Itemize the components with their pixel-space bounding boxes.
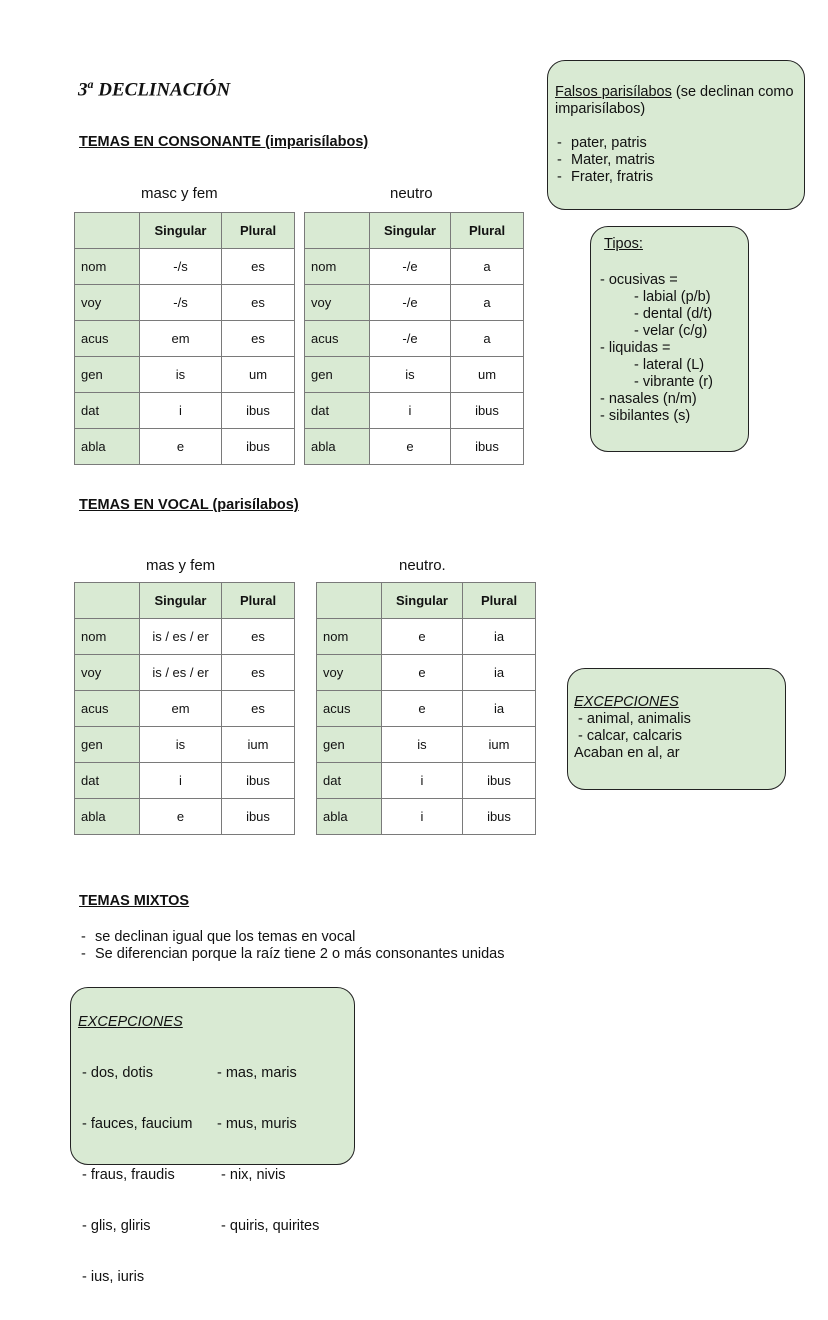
column-header: Plural	[222, 583, 295, 619]
table-cell: es	[222, 655, 295, 691]
table-row	[305, 393, 524, 429]
tipos-line: - sibilantes (s)	[600, 408, 691, 424]
tipos-box	[590, 226, 749, 452]
case-label: gen	[75, 357, 140, 393]
case-label: abla	[305, 429, 370, 465]
table-cell: ibus	[222, 763, 295, 799]
table-cell: ium	[463, 727, 536, 763]
table-cell: es	[222, 249, 295, 285]
page-title: 3$^a$ DECLINACIÓN	[78, 77, 231, 101]
table-cell: ia	[463, 655, 536, 691]
table-row	[317, 691, 536, 727]
excepciones-mixtos-box	[70, 987, 355, 1285]
table-cell: ium	[222, 727, 295, 763]
list-item: - Mater, matris	[555, 152, 796, 169]
table-cell: is / es / er	[140, 619, 222, 655]
table-header-row	[75, 583, 295, 619]
table-cell: -/s	[140, 285, 222, 321]
table-cell: -/e	[370, 249, 451, 285]
case-label: voy	[75, 655, 140, 691]
table-cell: e	[382, 619, 463, 655]
tipos-list	[600, 272, 742, 425]
excepciones-line: - mus, muris	[217, 1116, 297, 1132]
table-cell: i	[382, 799, 463, 835]
case-label: dat	[305, 393, 370, 429]
column-header: Plural	[463, 583, 536, 619]
table-cell: a	[451, 249, 524, 285]
table-cell: a	[451, 285, 524, 321]
table-cell: es	[222, 619, 295, 655]
table-cell: is	[140, 727, 222, 763]
column-header	[317, 583, 382, 619]
list-item: - se declinan igual que los temas en vocal	[79, 929, 504, 946]
column-header: Singular	[370, 213, 451, 249]
table-row	[75, 321, 295, 357]
table-cell: is	[140, 357, 222, 393]
excepciones-col-2	[217, 1031, 319, 1320]
section-heading-mixtos: TEMAS MIXTOS	[79, 893, 190, 909]
table-row	[317, 619, 536, 655]
case-label: abla	[75, 429, 140, 465]
tipos-line: - velar (c/g)	[634, 323, 708, 339]
table-cell: is / es / er	[140, 655, 222, 691]
table-row	[75, 357, 295, 393]
falsos-subtitle: (se declinan como imparisílabos)	[555, 84, 794, 117]
tipos-line: - lateral (L)	[634, 357, 705, 373]
table-cell: es	[222, 285, 295, 321]
caption-mas-fem: mas y fem	[146, 557, 216, 574]
table-cell: ia	[463, 619, 536, 655]
case-label: acus	[75, 691, 140, 727]
tipos-line: - ocusivas =	[600, 272, 678, 288]
section-heading-vocal: TEMAS EN VOCAL (parisílabos)	[79, 497, 299, 513]
table-cell: e	[140, 429, 222, 465]
list-item: - Frater, fratris	[555, 169, 796, 186]
table-row	[317, 799, 536, 835]
case-label: nom	[75, 619, 140, 655]
table-row	[75, 249, 295, 285]
table-row	[75, 691, 295, 727]
table-row	[305, 285, 524, 321]
case-label: nom	[75, 249, 140, 285]
table-vocal-neutro	[316, 582, 536, 835]
case-label: abla	[317, 799, 382, 835]
table-row	[317, 727, 536, 763]
caption-masc-fem: masc y fem	[141, 185, 218, 202]
table-cell: e	[382, 691, 463, 727]
table-row	[75, 799, 295, 835]
case-label: nom	[305, 249, 370, 285]
falsos-list	[555, 135, 796, 186]
case-label: acus	[317, 691, 382, 727]
case-label: voy	[317, 655, 382, 691]
table-vocal-mas-fem	[74, 582, 295, 835]
table-cell: -/e	[370, 321, 451, 357]
case-label: nom	[317, 619, 382, 655]
case-label: gen	[75, 727, 140, 763]
excepciones-line: - glis, gliris	[78, 1218, 151, 1234]
table-cell: i	[370, 393, 451, 429]
caption-neutro: neutro	[390, 185, 433, 202]
case-label: dat	[75, 763, 140, 799]
list-item: - pater, patris	[555, 135, 796, 152]
excepciones-vocal-box	[567, 668, 786, 790]
tipos-line: - vibrante (r)	[634, 374, 713, 390]
excepciones-mixtos-title: EXCEPCIONES	[78, 1014, 183, 1030]
case-label: gen	[317, 727, 382, 763]
excepciones-col-1	[78, 1031, 217, 1320]
column-header	[305, 213, 370, 249]
table-cell: ibus	[222, 393, 295, 429]
table-cell: a	[451, 321, 524, 357]
table-row	[305, 357, 524, 393]
table-cell: em	[140, 321, 222, 357]
table-cell: -/e	[370, 285, 451, 321]
table-cell: um	[222, 357, 295, 393]
caption-neutro-vocal: neutro.	[399, 557, 446, 574]
table-cell: i	[140, 393, 222, 429]
table-row	[305, 321, 524, 357]
table-row	[75, 429, 295, 465]
excepciones-line: - ius, iuris	[78, 1269, 145, 1285]
falsos-parisilabos-box	[547, 60, 805, 210]
table-row	[75, 285, 295, 321]
case-label: dat	[317, 763, 382, 799]
table-cell: is	[382, 727, 463, 763]
table-consonante-masc-fem	[74, 212, 295, 465]
table-row	[317, 655, 536, 691]
column-header: Singular	[382, 583, 463, 619]
table-cell: es	[222, 321, 295, 357]
column-header: Singular	[140, 583, 222, 619]
table-cell: ibus	[451, 393, 524, 429]
table-row	[75, 655, 295, 691]
excepciones-line: - animal, animalis	[574, 711, 691, 727]
table-cell: i	[382, 763, 463, 799]
table-row	[317, 763, 536, 799]
case-label: voy	[75, 285, 140, 321]
column-header: Singular	[140, 213, 222, 249]
tipos-line: - dental (d/t)	[634, 306, 713, 322]
table-row	[75, 619, 295, 655]
tipos-line: - nasales (n/m)	[600, 391, 697, 407]
excepciones-line: - nix, nivis	[217, 1167, 286, 1183]
table-cell: ibus	[463, 799, 536, 835]
excepciones-line: - calcar, calcaris	[574, 728, 682, 744]
case-label: abla	[75, 799, 140, 835]
table-cell: e	[370, 429, 451, 465]
table-row	[75, 393, 295, 429]
excepciones-line: - fraus, fraudis	[78, 1167, 175, 1183]
table-row	[75, 763, 295, 799]
table-header-row	[305, 213, 524, 249]
list-item: - Se diferencian porque la raíz tiene 2 o más consonantes unidas	[79, 946, 504, 963]
excepciones-vocal-title: EXCEPCIONES	[574, 694, 679, 710]
case-label: voy	[305, 285, 370, 321]
case-label: acus	[305, 321, 370, 357]
excepciones-line: Acaban en al, ar	[574, 745, 680, 761]
table-row	[75, 727, 295, 763]
excepciones-line: - mas, maris	[217, 1065, 297, 1081]
column-header	[75, 583, 140, 619]
table-cell: i	[140, 763, 222, 799]
case-label: acus	[75, 321, 140, 357]
table-cell: es	[222, 691, 295, 727]
table-cell: ibus	[222, 429, 295, 465]
excepciones-line: - quiris, quirites	[217, 1218, 320, 1234]
falsos-title: Falsos parisílabos	[555, 84, 672, 100]
table-cell: um	[451, 357, 524, 393]
table-cell: e	[140, 799, 222, 835]
table-consonante-neutro	[304, 212, 524, 465]
table-cell: em	[140, 691, 222, 727]
table-header-row	[317, 583, 536, 619]
case-label: gen	[305, 357, 370, 393]
excepciones-line: - fauces, faucium	[78, 1116, 193, 1132]
column-header: Plural	[451, 213, 524, 249]
column-header: Plural	[222, 213, 295, 249]
table-cell: ibus	[451, 429, 524, 465]
section-heading-consonante: TEMAS EN CONSONANTE (imparisílabos)	[79, 134, 369, 150]
table-cell: ia	[463, 691, 536, 727]
tipos-title: Tipos:	[604, 236, 643, 252]
table-cell: is	[370, 357, 451, 393]
table-header-row	[75, 213, 295, 249]
table-cell: ibus	[463, 763, 536, 799]
tipos-line: - liquidas =	[600, 340, 671, 356]
table-row	[305, 429, 524, 465]
tipos-line: - labial (p/b)	[634, 289, 711, 305]
case-label: dat	[75, 393, 140, 429]
table-cell: ibus	[222, 799, 295, 835]
mixtos-list	[79, 929, 504, 963]
table-row	[305, 249, 524, 285]
table-cell: e	[382, 655, 463, 691]
table-cell: -/s	[140, 249, 222, 285]
excepciones-line: - dos, dotis	[78, 1065, 153, 1081]
column-header	[75, 213, 140, 249]
